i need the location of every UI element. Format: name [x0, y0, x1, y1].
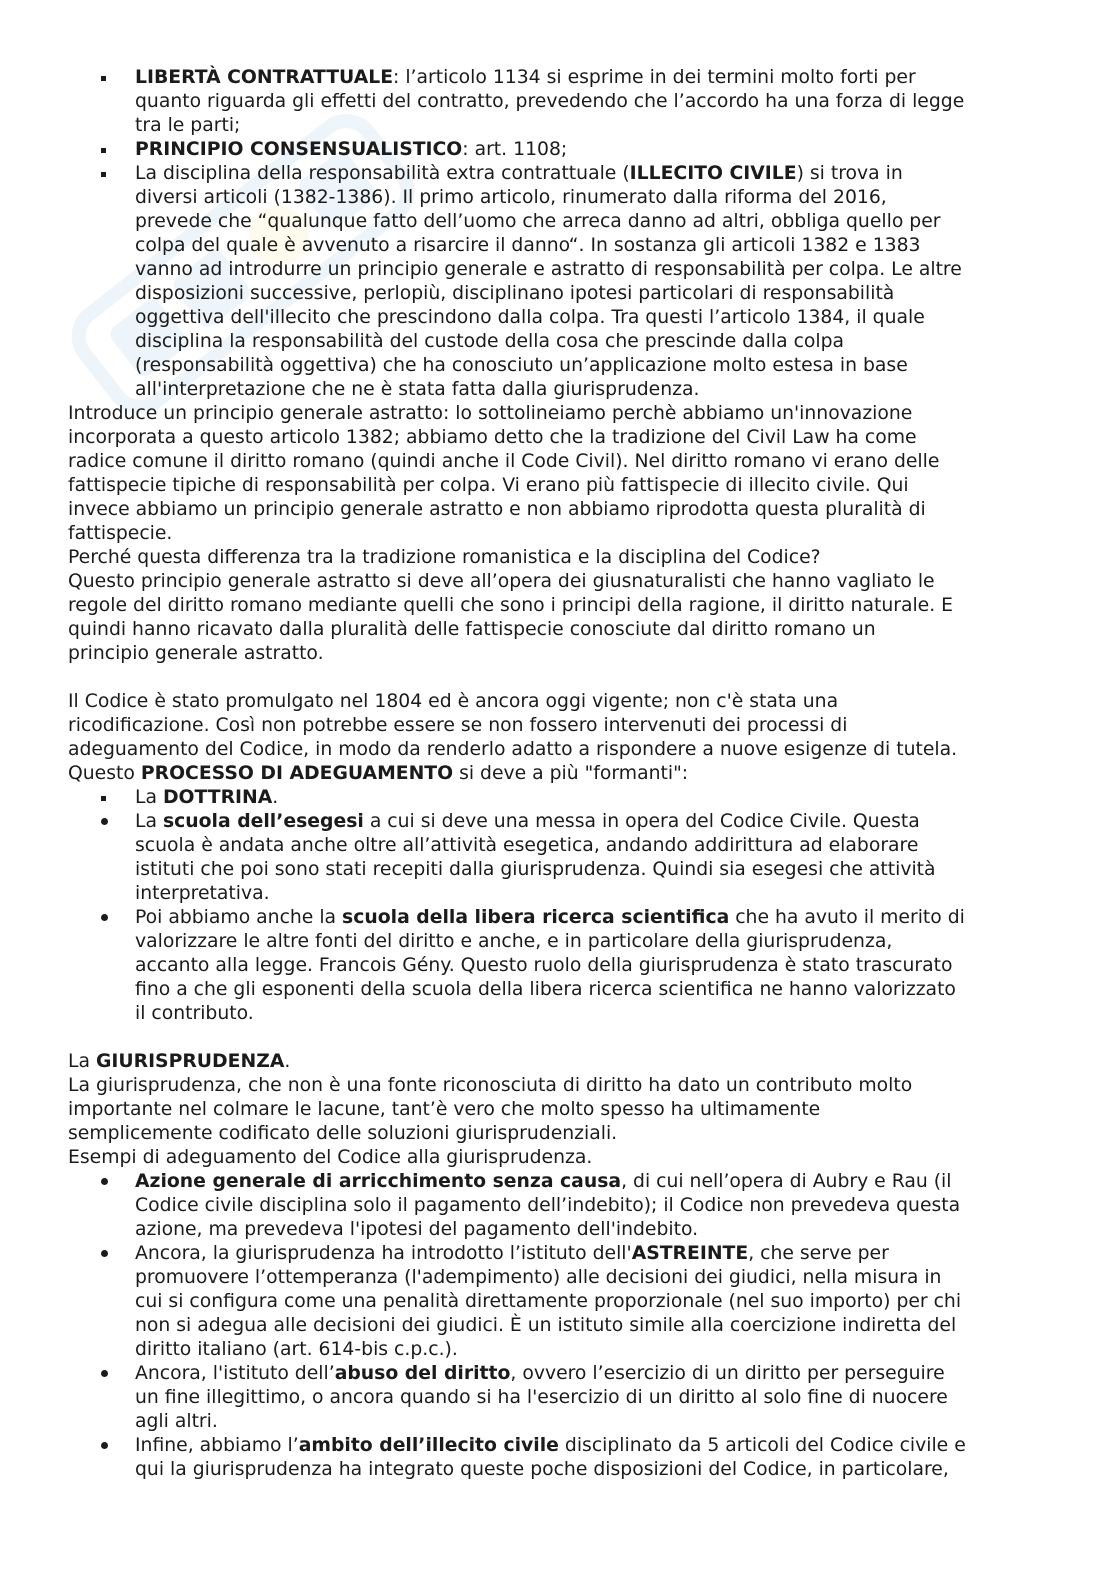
- text-line: [135, 1362, 1068, 1386]
- blank-line: [68, 1026, 1068, 1050]
- text-segment: ) si trova in: [796, 163, 903, 184]
- text-segment: Questo principio generale astratto si deve all’opera dei giusnaturalisti che hanno vagliato le: [68, 571, 935, 592]
- text-segment: invece abbiamo un principio generale astratto e non abbiamo riprodotta questa pluralità di: [68, 499, 926, 520]
- text-line: [135, 114, 1068, 138]
- text-line: [135, 234, 1068, 258]
- text-segment: disciplina la responsabilità del custode della cosa che prescinde dalla colpa: [135, 331, 845, 352]
- text-line: [68, 1074, 1068, 1098]
- bullet-item: [68, 1434, 1068, 1482]
- text-line: [135, 186, 1068, 210]
- text-line: [135, 1002, 1068, 1026]
- text-segment: quanto riguarda gli effetti del contratto, prevedendo che l’accordo ha una forza di legge: [135, 91, 965, 112]
- bold-term: Azione generale di arricchimento senza causa: [135, 1171, 622, 1192]
- text-segment: importante nel colmare le lacune, tant’è vero che molto spesso ha ultimamente: [68, 1099, 821, 1120]
- text-line: [68, 546, 1068, 570]
- text-segment: : art. 1108;: [462, 139, 568, 160]
- text-line: [135, 810, 1068, 834]
- bullet-item: [68, 66, 1068, 138]
- text-line: [135, 1194, 1068, 1218]
- text-segment: .: [272, 787, 279, 808]
- text-segment: fino a che gli esponenti della scuola della libera ricerca scientifica ne hanno valorizzato: [135, 979, 956, 1000]
- text-line: [135, 66, 1068, 90]
- paragraph: [68, 1050, 1068, 1170]
- bold-term: ASTREINTE: [631, 1243, 749, 1264]
- text-line: [68, 522, 1068, 546]
- text-segment: La giurisprudenza, che non è una fonte riconosciuta di diritto ha dato un contributo molto: [68, 1075, 913, 1096]
- text-line: [68, 1146, 1068, 1170]
- text-segment: radice comune il diritto romano (quindi anche il Code Civil). Nel diritto romano vi erano delle: [68, 451, 940, 472]
- blank-line: [68, 666, 1068, 690]
- text-line: [135, 1410, 1068, 1434]
- text-segment: La: [135, 811, 163, 832]
- text-segment: colpa del quale è avvenuto a risarcire il danno“. In sostanza gli articoli 1382 e 1383: [135, 235, 921, 256]
- text-segment: regole del diritto romano mediante quelli che sono i principi della ragione, il diritto naturale. E: [68, 595, 954, 616]
- text-segment: , ovvero l’esercizio di un diritto per perseguire: [510, 1363, 945, 1384]
- text-segment: principio generale astratto.: [68, 643, 324, 664]
- text-segment: un fine illegittimo, o ancora quando si ha l'esercizio di un diritto al solo fine di nuocere: [135, 1387, 948, 1408]
- bold-term: PROCESSO DI ADEGUAMENTO: [140, 763, 454, 784]
- text-line: [135, 834, 1068, 858]
- text-segment: Poi abbiamo anche la: [135, 907, 343, 928]
- text-line: [68, 402, 1068, 426]
- text-segment: cui si configura come una penalità direttamente proporzionale (nel suo importo) per chi: [135, 1291, 962, 1312]
- text-line: [135, 882, 1068, 906]
- text-segment: Ancora, l'istituto dell’: [135, 1363, 335, 1384]
- square-bullet-icon: [101, 786, 121, 810]
- text-segment: il contributo.: [135, 1003, 254, 1024]
- round-bullet-icon: [101, 1362, 121, 1386]
- text-segment: agli altri.: [135, 1411, 218, 1432]
- text-line: [135, 1338, 1068, 1362]
- text-segment: promuovere l’ottemperanza (l'adempimento) alle decisioni dei giudici, nella misura in: [135, 1267, 942, 1288]
- text-segment: Infine, abbiamo l’: [135, 1435, 299, 1456]
- round-bullet-icon: [101, 810, 121, 834]
- bold-term: scuola dell’esegesi: [162, 811, 364, 832]
- square-bullet-icon: [101, 66, 121, 90]
- text-segment: Perché questa differenza tra la tradizione romanistica e la disciplina del Codice?: [68, 547, 821, 568]
- text-segment: .: [284, 1051, 291, 1072]
- text-line: [135, 1266, 1068, 1290]
- text-segment: Ancora, la giurisprudenza ha introdotto l’istituto dell': [135, 1243, 632, 1264]
- text-segment: azione, ma prevedeva l'ipotesi del pagamento dell'indebito.: [135, 1219, 699, 1240]
- text-segment: Questo: [68, 763, 141, 784]
- text-segment: oggettiva dell'illecito che prescindono dalla colpa. Tra questi l’articolo 1384, il quale: [135, 307, 925, 328]
- text-line: [68, 450, 1068, 474]
- text-segment: La: [68, 1051, 96, 1072]
- text-line: [68, 690, 1068, 714]
- bold-term: PRINCIPIO CONSENSUALISTICO: [135, 139, 463, 160]
- text-segment: interpretativa.: [135, 883, 270, 904]
- text-line: [68, 618, 1068, 642]
- bullet-item: [68, 1242, 1068, 1362]
- text-line: [135, 930, 1068, 954]
- text-line: [135, 1386, 1068, 1410]
- text-segment: istituti che poi sono stati recepiti dalla giurisprudenza. Quindi sia esegesi che attività: [135, 859, 936, 880]
- text-segment: non si adegua alle decisioni dei giudici. È un istituto simile alla coercizione indiretta del: [135, 1315, 957, 1336]
- text-line: [135, 162, 1068, 186]
- text-segment: quindi hanno ricavato dalla pluralità delle fattispecie conosciute dal diritto romano un: [68, 619, 876, 640]
- text-line: [135, 378, 1068, 402]
- text-segment: (responsabilità oggettiva) che ha conosciuto un’applicazione molto estesa in base: [135, 355, 908, 376]
- bullet-item: [68, 162, 1068, 402]
- bullet-item: [68, 138, 1068, 162]
- text-line: [135, 978, 1068, 1002]
- text-line: [68, 474, 1068, 498]
- text-segment: , di cui nell’opera di Aubry e Rau (il: [621, 1171, 952, 1192]
- bold-term: ambito dell’illecito civile: [298, 1435, 559, 1456]
- text-line: [135, 354, 1068, 378]
- text-line: [68, 498, 1068, 522]
- paragraph: [68, 402, 1068, 666]
- text-segment: Esempi di adeguamento del Codice alla giurisprudenza.: [68, 1147, 593, 1168]
- text-segment: Codice civile disciplina solo il pagamento dell’indebito); il Codice non prevedeva questa: [135, 1195, 961, 1216]
- text-segment: Il Codice è stato promulgato nel 1804 ed è ancora oggi vigente; non c'è stata una: [68, 691, 839, 712]
- text-segment: si deve a più "formanti":: [453, 763, 689, 784]
- text-line: [68, 1122, 1068, 1146]
- text-line: [135, 1290, 1068, 1314]
- bullet-item: [68, 906, 1068, 1026]
- text-line: [68, 738, 1068, 762]
- text-segment: che ha avuto il merito di: [729, 907, 965, 928]
- document-body: [68, 66, 1068, 1482]
- text-segment: fattispecie.: [68, 523, 173, 544]
- square-bullet-icon: [101, 162, 121, 186]
- text-line: [135, 906, 1068, 930]
- round-bullet-icon: [101, 1434, 121, 1458]
- text-segment: incorporata a questo articolo 1382; abbiamo detto che la tradizione del Civil Law ha come: [68, 427, 917, 448]
- text-line: [135, 858, 1068, 882]
- text-line: [135, 1434, 1068, 1458]
- text-segment: tra le parti;: [135, 115, 241, 136]
- bullet-item: [68, 1362, 1068, 1434]
- bold-term: DOTTRINA: [162, 787, 273, 808]
- text-line: [135, 1458, 1068, 1482]
- bullet-item: [68, 1170, 1068, 1242]
- text-line: [135, 1314, 1068, 1338]
- text-line: [68, 570, 1068, 594]
- text-segment: La disciplina della responsabilità extra contrattuale (: [135, 163, 630, 184]
- text-segment: disciplinato da 5 articoli del Codice civile e: [558, 1435, 966, 1456]
- text-segment: scuola è andata anche oltre all’attività esegetica, andando addirittura ad elaborare: [135, 835, 919, 856]
- text-segment: , che serve per: [748, 1243, 889, 1264]
- text-segment: prevede che “qualunque fatto dell’uomo che arreca danno ad altri, obbliga quello per: [135, 211, 941, 232]
- bold-term: scuola della libera ricerca scientifica: [342, 907, 730, 928]
- text-segment: fattispecie tipiche di responsabilità per colpa. Vi erano più fattispecie di illecito civile. Qui: [68, 475, 909, 496]
- text-segment: La: [135, 787, 163, 808]
- text-segment: vanno ad introdurre un principio generale e astratto di responsabilità per colpa. Le altre: [135, 259, 962, 280]
- text-segment: : l’articolo 1134 si esprime in dei termini molto forti per: [393, 67, 916, 88]
- text-segment: Introduce un principio generale astratto: lo sottolineiamo perchè abbiamo un'innovazione: [68, 403, 913, 424]
- bold-term: ILLECITO CIVILE: [629, 163, 797, 184]
- bold-term: GIURISPRUDENZA: [95, 1051, 285, 1072]
- text-line: [135, 786, 1068, 810]
- text-line: [135, 210, 1068, 234]
- text-line: [135, 258, 1068, 282]
- text-line: [68, 594, 1068, 618]
- text-line: [135, 1218, 1068, 1242]
- text-segment: a cui si deve una messa in opera del Codice Civile. Questa: [363, 811, 920, 832]
- square-bullet-icon: [101, 138, 121, 162]
- text-segment: valorizzare le altre fonti del diritto e anche, e in particolare della giurisprudenza,: [135, 931, 893, 952]
- bold-term: abuso del diritto: [334, 1363, 511, 1384]
- text-line: [68, 762, 1068, 786]
- text-segment: ricodificazione. Così non potrebbe essere se non fossero intervenuti dei processi di: [68, 715, 848, 736]
- text-line: [68, 426, 1068, 450]
- text-segment: diversi articoli (1382-1386). Il primo articolo, rinumerato dalla riforma del 2016,: [135, 187, 887, 208]
- bullet-item: [68, 810, 1068, 906]
- round-bullet-icon: [101, 1242, 121, 1266]
- text-line: [135, 1170, 1068, 1194]
- round-bullet-icon: [101, 906, 121, 930]
- round-bullet-icon: [101, 1170, 121, 1194]
- text-segment: semplicemente codificato delle soluzioni giurisprudenziali.: [68, 1123, 618, 1144]
- text-line: [135, 330, 1068, 354]
- text-line: [135, 306, 1068, 330]
- text-line: [135, 282, 1068, 306]
- text-line: [68, 714, 1068, 738]
- text-line: [68, 1050, 1068, 1074]
- text-segment: accanto alla legge. Francois Gény. Questo ruolo della giurisprudenza è stato trascurato: [135, 955, 953, 976]
- bullet-item: [68, 786, 1068, 810]
- text-segment: disposizioni successive, perlopiù, disciplinano ipotesi particolari di responsabilità: [135, 283, 895, 304]
- text-segment: adeguamento del Codice, in modo da renderlo adatto a rispondere a nuove esigenze di tutela.: [68, 739, 958, 760]
- bold-term: LIBERTÀ CONTRATTUALE: [135, 67, 394, 88]
- text-line: [135, 138, 1068, 162]
- text-line: [135, 1242, 1068, 1266]
- text-segment: diritto italiano (art. 614-bis c.p.c.).: [135, 1339, 458, 1360]
- paragraph: [68, 690, 1068, 786]
- text-line: [68, 642, 1068, 666]
- text-line: [68, 1098, 1068, 1122]
- text-line: [135, 90, 1068, 114]
- text-segment: all'interpretazione che ne è stata fatta dalla giurisprudenza.: [135, 379, 700, 400]
- text-line: [135, 954, 1068, 978]
- text-segment: qui la giurisprudenza ha integrato queste poche disposizioni del Codice, in particolare,: [135, 1459, 949, 1480]
